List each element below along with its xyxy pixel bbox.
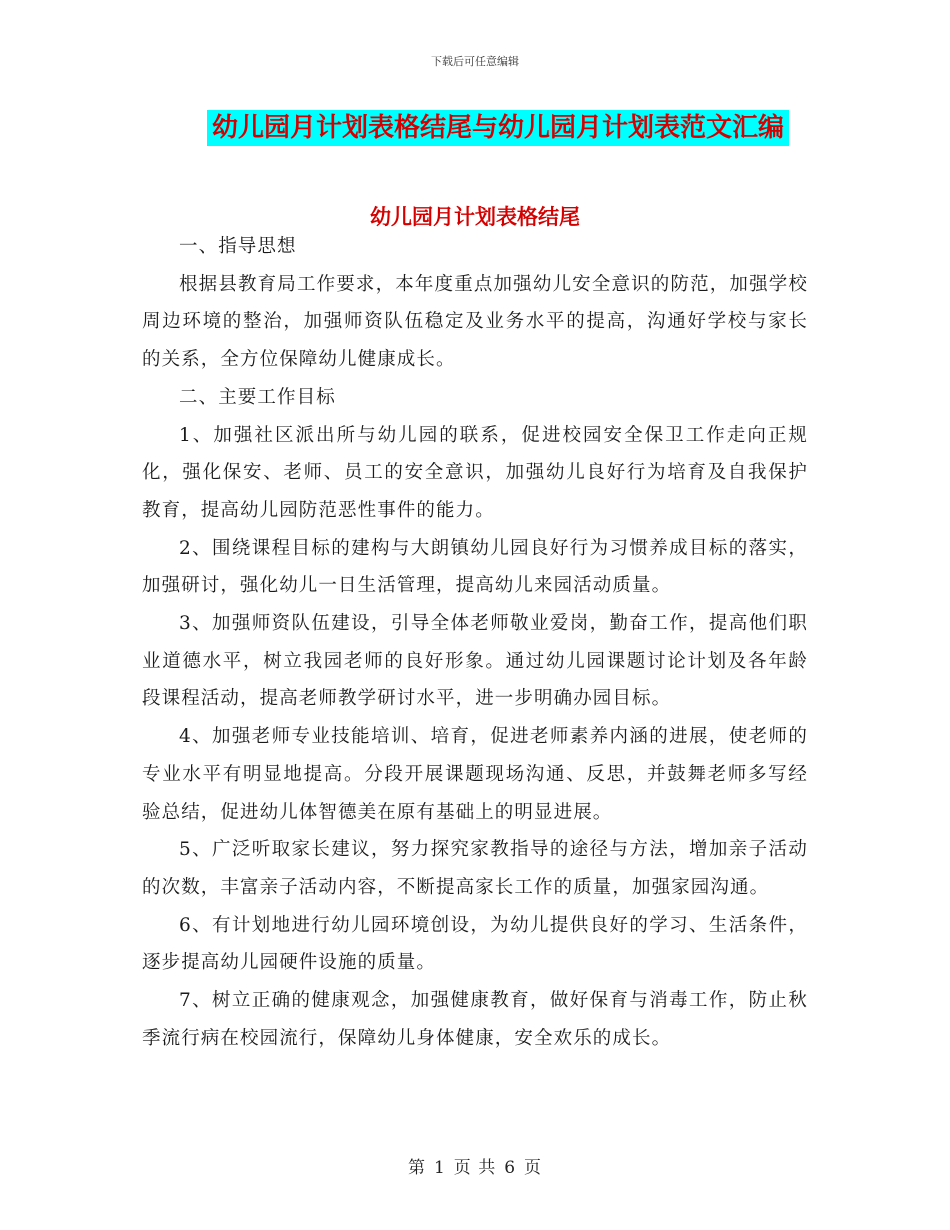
body-text <box>142 228 808 1057</box>
document-title: 幼儿园月计划表格结尾与幼儿园月计划表范文汇编 <box>207 110 789 146</box>
footer-mid: 页 共 <box>453 1158 497 1178</box>
goal-item: 1、加强社区派出所与幼儿园的联系，促进校园安全保卫工作走向正规化，强化保安、老师、员工的安全意识，加强幼儿良好行为培育及自我保护教育，提高幼儿园防范恶性事件的能力。 <box>142 424 808 521</box>
footer-suffix: 页 <box>524 1158 543 1178</box>
section-title: 幼儿园月计划表格结尾 <box>370 204 580 229</box>
goal-item: 7、树立正确的健康观念，加强健康教育，做好保育与消毒工作，防止秋季流行病在校园流行，保障幼儿身体健康，安全欢乐的成长。 <box>142 990 808 1049</box>
goal-item: 4、加强老师专业技能培训、培育，促进老师素养内涵的进展，使老师的专业水平有明显地提高。分段开展课题现场沟通、反思，并鼓舞老师多写经验总结，促进幼儿体智德美在原有基础上的明显进展。 <box>142 726 808 823</box>
page-number: 1 <box>433 1158 446 1178</box>
paragraph: 根据县教育局工作要求，本年度重点加强幼儿安全意识的防范，加强学校周边环境的整治，加强师资队伍稳定及业务水平的提高，沟通好学校与家长的关系，全方位保障幼儿健康成长。 <box>142 273 808 371</box>
page-footer <box>0 1153 950 1178</box>
heading-main-goals: 二、主要工作目标 <box>179 386 336 408</box>
page-total: 6 <box>504 1158 517 1178</box>
heading-guiding-ideology: 一、指导思想 <box>179 236 297 257</box>
goal-item: 5、广泛听取家长建议，努力探究家教指导的途径与方法，增加亲子活动的次数，丰富亲子活动内容，不断提高家长工作的质量，加强家园沟通。 <box>142 839 808 898</box>
goal-item: 3、加强师资队伍建设，引导全体老师敬业爱岗，勤奋工作，提高他们职业道德水平，树立我园老师的良好形象。通过幼儿园课题讨论计划及各年龄段课程活动，提高老师教学研讨水平，进一步明确办园目标。 <box>142 613 808 710</box>
header-note: 下载后可任意编辑 <box>431 55 519 68</box>
goal-item: 2、围绕课程目标的建构与大朗镇幼儿园良好行为习惯养成目标的落实，加强研讨，强化幼儿一日生活管理，提高幼儿来园活动质量。 <box>142 537 808 597</box>
footer-prefix: 第 <box>407 1158 426 1178</box>
goal-item: 6、有计划地进行幼儿园环境创设，为幼儿提供良好的学习、生活条件，逐步提高幼儿园硬件设施的质量。 <box>142 914 808 974</box>
